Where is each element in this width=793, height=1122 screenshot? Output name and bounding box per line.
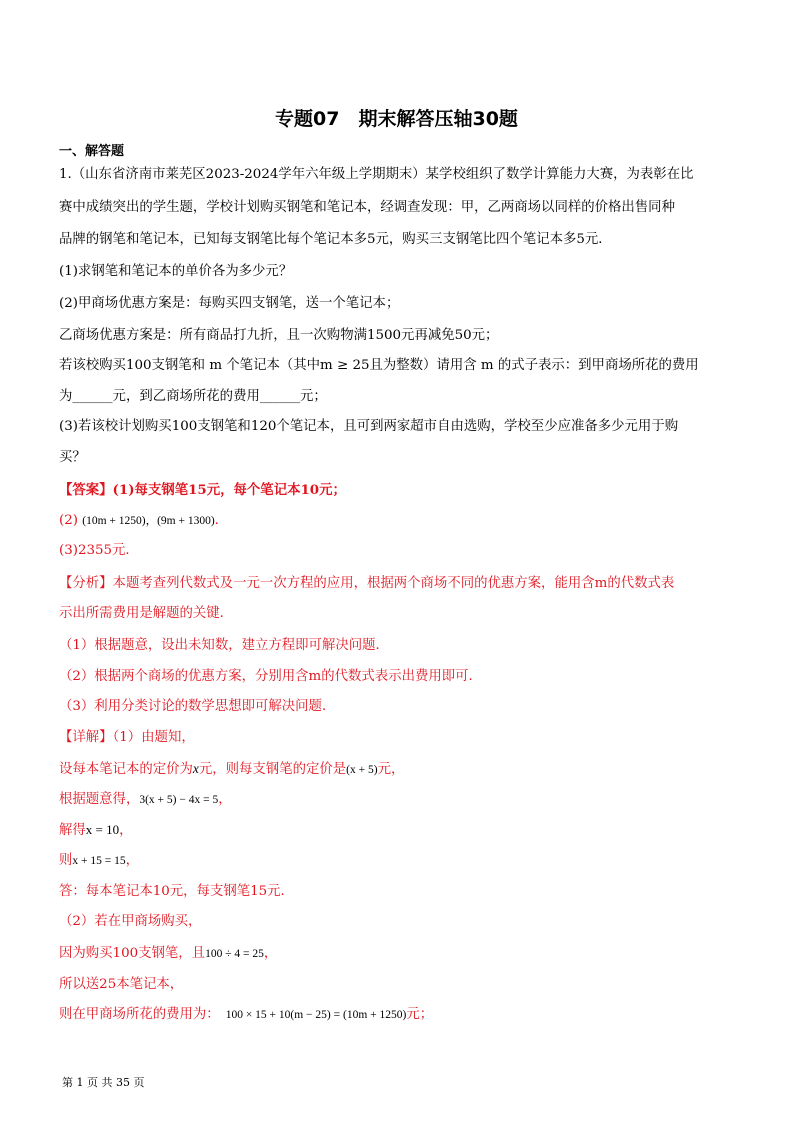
detail-line-5 xyxy=(59,852,139,870)
equation: 100 ÷ 4 = 25 xyxy=(205,948,264,960)
answer-3: (3)2355元． xyxy=(59,543,139,558)
question-2-task: 若该校购买100支钢笔和 m 个笔记本（其中m ≥ 25且为整数）请用含 m 的式子表示：到甲商场所花的费用 xyxy=(59,358,699,373)
detail-line-4 xyxy=(59,821,133,840)
section-heading: 一、解答题 xyxy=(59,144,125,159)
detail-line-6: 答：每本笔记本10元，每支钢笔15元． xyxy=(59,884,294,899)
detail-line-3 xyxy=(59,791,232,809)
detail-text: ， xyxy=(218,792,232,807)
question-3-line-1: (3)若该校计划购买100支钢笔和120个笔记本，且可到两家超市自由选购，学校至少应准备多少元用于购 xyxy=(59,419,679,434)
analysis-line-3: （1）根据题意，设出未知数，建立方程即可解决问题． xyxy=(59,638,389,653)
detail-line-2 xyxy=(59,760,404,779)
detail-line-8 xyxy=(59,945,277,963)
question-2-plan-b: 乙商场优惠方案是：所有商品打九折，且一次购物满1500元再减免50元； xyxy=(59,328,499,343)
answer-1: 【答案】(1)每支钢笔15元，每个笔记本10元； xyxy=(59,482,346,498)
analysis-line-4: （2）根据两个商场的优惠方案，分别用含m的代数式表示出费用即可． xyxy=(59,669,482,684)
detail-text: 元； xyxy=(406,1007,434,1022)
question-1: (1)求钢笔和笔记本的单价各为多少元？ xyxy=(59,264,293,279)
equation: x + 15 = 15 xyxy=(72,855,126,867)
equation: x = 10 xyxy=(85,822,120,837)
detail-line-7: （2）若在甲商场购买， xyxy=(59,914,202,929)
detail-text: 因为购买100支钢笔，且 xyxy=(59,946,206,961)
equation: 3(x + 5) − 4x = 5 xyxy=(139,794,219,806)
equation: 100 × 15 + 10(m − 25) = (10m + 1250) xyxy=(225,1009,407,1021)
detail-text: 根据题意得， xyxy=(59,792,140,807)
detail-text: 则在甲商场所花的费用为： xyxy=(59,1007,220,1022)
answer-2-label: (2) xyxy=(59,513,83,528)
analysis-line-1: 【分析】本题考查列代数式及一元一次方程的应用，根据两个商场不同的优惠方案，能用含m的代数式表 xyxy=(59,576,675,591)
answer-2-suffix: ． xyxy=(214,513,229,528)
problem-line-3: 品牌的钢笔和笔记本，已知每支钢笔比每个笔记本多5元，购买三支钢笔比四个笔记本多5元． xyxy=(59,232,612,247)
answer-2-expression: (10m + 1250)，(9m + 1300) xyxy=(82,515,215,527)
analysis-line-5: （3）利用分类讨论的数学思想即可解决问题． xyxy=(59,699,336,714)
analysis-line-2: 示出所需费用是解题的关键． xyxy=(59,606,234,621)
detail-text: 则 xyxy=(59,853,73,868)
expression: (x + 5) xyxy=(346,764,378,776)
question-3-line-2: 买？ xyxy=(59,450,86,465)
variable-x: x xyxy=(192,761,199,776)
detail-text: 设每本笔记本的定价为 xyxy=(59,762,193,777)
page-number-footer: 第 1 页 共 35 页 xyxy=(62,1076,145,1089)
question-2-blanks: 为______元，到乙商场所花的费用______元； xyxy=(59,389,327,404)
problem-line-2: 赛中成绩突出的学生题，学校计划购买钢笔和笔记本，经调查发现：甲，乙两商场以同样的价格出售同种 xyxy=(59,200,675,215)
detail-text: 元， xyxy=(377,762,405,777)
detail-line-1: 【详解】（1）由题知， xyxy=(59,730,195,745)
detail-text: 元，则每支钢笔的定价是 xyxy=(198,762,347,777)
page-title: 专题07 期末解答压轴30题 xyxy=(275,108,518,130)
answer-2 xyxy=(59,512,228,530)
question-2-plan-a: (2)甲商场优惠方案是：每购买四支钢笔，送一个笔记本； xyxy=(59,296,400,311)
detail-line-9: 所以送25本笔记本， xyxy=(59,977,184,992)
problem-line-1: 1.（山东省济南市莱芜区2023-2024学年六年级上学期期末）某学校组织了数学计算能力大赛，为表彰在比 xyxy=(59,167,694,182)
detail-text: ， xyxy=(119,823,133,838)
detail-line-10 xyxy=(59,1006,433,1024)
detail-text: ， xyxy=(263,946,278,961)
detail-text: ， xyxy=(125,853,140,868)
detail-text: 解得 xyxy=(59,823,86,838)
